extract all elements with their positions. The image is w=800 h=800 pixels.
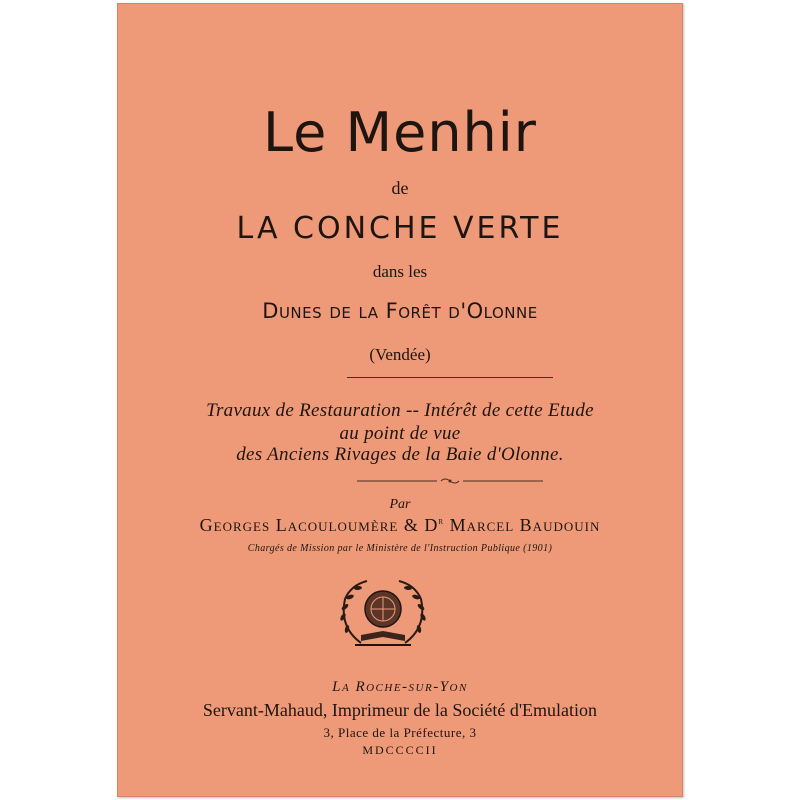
author-2-prefix: D bbox=[424, 515, 439, 535]
description-line-2: au point de vue bbox=[339, 423, 461, 444]
printer: Servant-Mahaud, Imprimeur de la Société d'Emulation bbox=[202, 700, 598, 720]
description-line-3: des Anciens Rivages de la Baie d'Olonne. bbox=[236, 444, 564, 465]
by-label: Par bbox=[389, 497, 411, 512]
title-connector: de bbox=[391, 178, 409, 198]
author-2: Marcel Baudouin bbox=[449, 515, 601, 535]
divider-rule bbox=[347, 377, 553, 378]
location: Dunes de la Forêt d'Olonne bbox=[262, 299, 538, 323]
location-connector: dans les bbox=[372, 262, 428, 281]
description-line-1: Travaux de Restauration -- Intérêt de cette Etude bbox=[206, 400, 594, 421]
title: Le Menhir bbox=[263, 101, 537, 164]
region: (Vendée) bbox=[369, 345, 431, 364]
author-1: Georges Lacouloumère bbox=[199, 515, 399, 535]
year: MDCCCCII bbox=[362, 743, 438, 757]
ornamental-divider bbox=[357, 477, 543, 485]
address: 3, Place de la Préfecture, 3 bbox=[323, 725, 477, 740]
mission-note: Chargés de Mission par le Ministère de l'Instruction Publique (1901) bbox=[247, 543, 553, 554]
book-cover bbox=[117, 3, 683, 797]
laurel-vignette-icon bbox=[331, 577, 435, 651]
authors bbox=[117, 515, 683, 536]
subtitle: LA CONCHE VERTE bbox=[236, 211, 564, 246]
city: La Roche-sur-Yon bbox=[332, 679, 468, 695]
author-2-sup: r bbox=[438, 516, 445, 527]
author-join: & bbox=[403, 515, 419, 535]
